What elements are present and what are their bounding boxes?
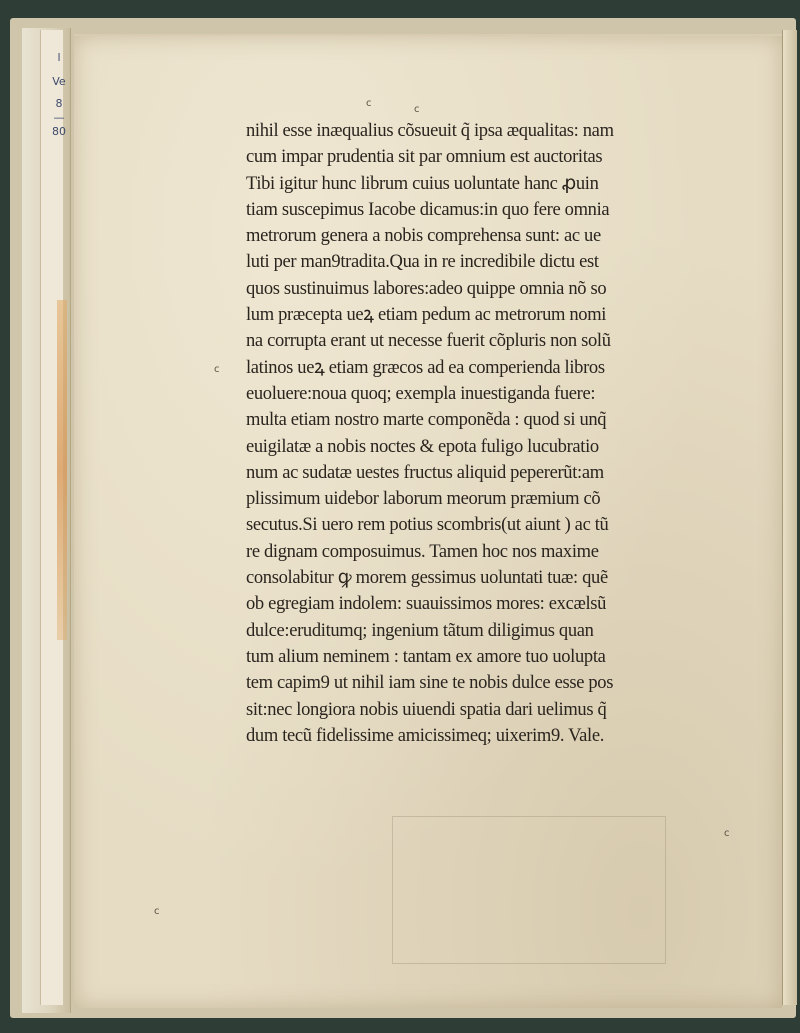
text-line: re dignam composuimus. Tamen hoc nos maxime xyxy=(246,540,599,562)
text-line: metrorum genera a nobis comprehensa sunt: ac ue xyxy=(246,225,601,247)
text-line: multa etiam nostro marte componẽda : quod si unq̃ xyxy=(246,409,607,431)
text-line: Tibi igitur hunc librum cuius uoluntate hanc ꝓuin xyxy=(246,172,599,194)
text-line: dulce:eruditumq; ingenium tãtum diligimus quan xyxy=(246,619,594,641)
text-line: plissimum uidebor laborum meorum præmium cõ xyxy=(246,488,601,510)
text-line: ob egregiam indolem: suauissimos mores: excælsũ xyxy=(246,593,607,615)
text-line: secutus.Si uero rem potius scombris(ut aiunt ) ac tũ xyxy=(246,514,609,536)
margin-note-3: 8 xyxy=(55,97,63,110)
margin-note-4: — xyxy=(53,111,65,124)
ink-speck: c xyxy=(414,104,420,115)
ink-speck: c xyxy=(366,98,372,109)
text-line: euigilatæ a nobis noctes & epota fuligo lucubratio xyxy=(246,435,599,457)
text-line: na corrupta erant ut necesse fuerit cõpluris non solũ xyxy=(246,330,611,352)
ink-speck: c xyxy=(214,364,220,375)
text-line: sit:nec longiora nobis uiuendi spatia dari uelimus q̃ xyxy=(246,698,607,720)
text-line: cum impar prudentia sit par omnium est auctoritas xyxy=(246,146,603,168)
text-line: tem capim9 ut nihil iam sine te nobis dulce esse pos xyxy=(246,672,614,694)
text-line: dum tecũ fidelissime amicissimeq; uixerim9. Vale. xyxy=(246,724,605,746)
text-line: nihil esse inæqualius cõsueuit q̃ ipsa æqualitas: nam xyxy=(246,120,614,141)
text-line: tiam suscepimus Iacobe dicamus:in quo fere omnia xyxy=(246,198,610,220)
text-line: tum alium neminem : tantam ex amore tuo uolupta xyxy=(246,645,606,667)
text-line: num ac sudatæ uestes fructus aliquid pepererũt:am xyxy=(246,461,604,483)
margin-note-5: 80 xyxy=(52,125,66,138)
text-line: quos sustinuimus labores:adeo quippe omnia nõ so xyxy=(246,277,607,299)
ink-speck: c xyxy=(724,828,730,839)
margin-note-2: Ve xyxy=(52,75,66,88)
printed-text-block xyxy=(246,118,726,749)
margin-note-1: l xyxy=(57,51,61,64)
ink-speck: c xyxy=(154,906,160,917)
text-line: luti per man9tradita.Qua in re incredibile dictu est xyxy=(246,251,599,273)
text-line: consolabitur ꝙ morem gessimus uoluntati tuæ: quẽ xyxy=(246,567,608,589)
text-line: euoluere:noua quoq; exempla inuestiganda fuere: xyxy=(246,382,596,404)
next-page-edge xyxy=(782,30,797,1005)
text-line: latinos ueꝝ etiam græcos ad ea comperienda libros xyxy=(246,356,605,378)
paper-stain xyxy=(57,300,67,640)
faded-ink-box xyxy=(392,816,666,964)
text-line: lum præcepta ueꝝ etiam pedum ac metrorum nomi xyxy=(246,304,607,326)
